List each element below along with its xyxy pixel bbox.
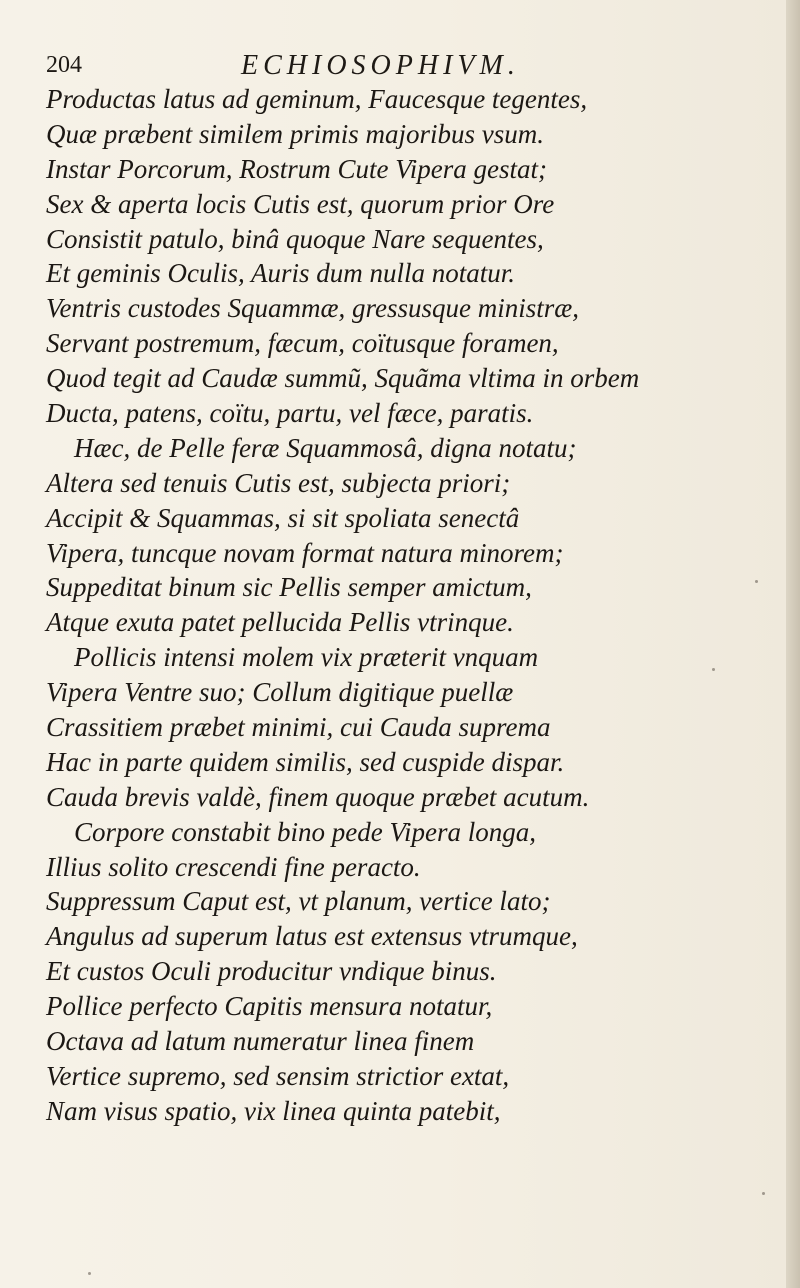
verse-line: Suppeditat binum sic Pellis semper amictum, bbox=[46, 572, 532, 603]
running-title: ECHIOSOPHIVM. bbox=[241, 50, 520, 81]
verse-line: Accipit & Squammas, si sit spoliata senectâ bbox=[46, 502, 520, 533]
paper-speck bbox=[88, 1272, 91, 1275]
verse-line: Pollicis intensi molem vix præterit vnquam bbox=[74, 642, 539, 673]
verse-line: Vipera Ventre suo; Collum digitique puellæ bbox=[46, 677, 514, 708]
verse-line: Hac in parte quidem similis, sed cuspide dispar. bbox=[46, 746, 565, 777]
verse-line: Productas latus ad geminum, Faucesque tegentes, bbox=[46, 84, 588, 114]
verse-line: Crassitiem præbet minimi, cui Cauda suprema bbox=[46, 712, 551, 743]
verse-line: Hæc, de Pelle feræ Squammosâ, digna notatu; bbox=[74, 432, 577, 463]
verse-line: Quæ præbent similem primis majoribus vsum. bbox=[46, 118, 545, 149]
verse-line: Illius solito crescendi fine peracto. bbox=[46, 851, 421, 882]
verse-line: Vertice supremo, sed sensim strictior extat, bbox=[46, 1060, 510, 1091]
paper-speck bbox=[762, 1192, 765, 1195]
verse-line: Ducta, patens, coïtu, partu, vel fæce, paratis. bbox=[46, 398, 534, 429]
paper-speck bbox=[755, 580, 758, 583]
verse-line: Vipera, tuncque novam format natura minorem; bbox=[46, 537, 564, 568]
verse-line: Corpore constabit bino pede Vipera longa, bbox=[74, 816, 536, 847]
verse-text-block bbox=[46, 82, 771, 1222]
page-edge-shadow bbox=[786, 0, 800, 1288]
verse-line: Consistit patulo, binâ quoque Nare sequentes, bbox=[46, 223, 544, 254]
verse-line: Servant postremum, fæcum, coïtusque foramen, bbox=[46, 328, 559, 359]
verse-line: Sex & aperta locis Cutis est, quorum prior Ore bbox=[46, 188, 555, 219]
verse-line: Quod tegit ad Caudæ summũ, Squãma vltima in orbem bbox=[46, 363, 640, 394]
verse-line: Octava ad latum numeratur linea finem bbox=[46, 1026, 475, 1057]
verse-line: Et custos Oculi producitur vndique binus. bbox=[46, 956, 497, 987]
verse-line: Cauda brevis valdè, finem quoque præbet acutum. bbox=[46, 781, 590, 812]
verse-line: Nam visus spatio, vix linea quinta patebit, bbox=[46, 1095, 501, 1126]
paper-speck bbox=[712, 668, 715, 671]
verse-line: Altera sed tenuis Cutis est, subjecta priori; bbox=[46, 467, 511, 498]
verse-line: Suppressum Caput est, vt planum, vertice lato; bbox=[46, 886, 551, 917]
verse-line: Atque exuta patet pellucida Pellis vtrinque. bbox=[46, 607, 514, 638]
verse-line: Angulus ad superum latus est extensus vtrumque, bbox=[46, 921, 578, 952]
verse-line: Instar Porcorum, Rostrum Cute Vipera gestat; bbox=[46, 153, 547, 184]
verse-line: Ventris custodes Squammæ, gressusque ministræ, bbox=[46, 293, 580, 324]
verse-line: Et geminis Oculis, Auris dum nulla notatur. bbox=[46, 258, 516, 289]
verse-line: Pollice perfecto Capitis mensura notatur, bbox=[46, 991, 493, 1022]
page-number: 204 bbox=[46, 52, 82, 78]
